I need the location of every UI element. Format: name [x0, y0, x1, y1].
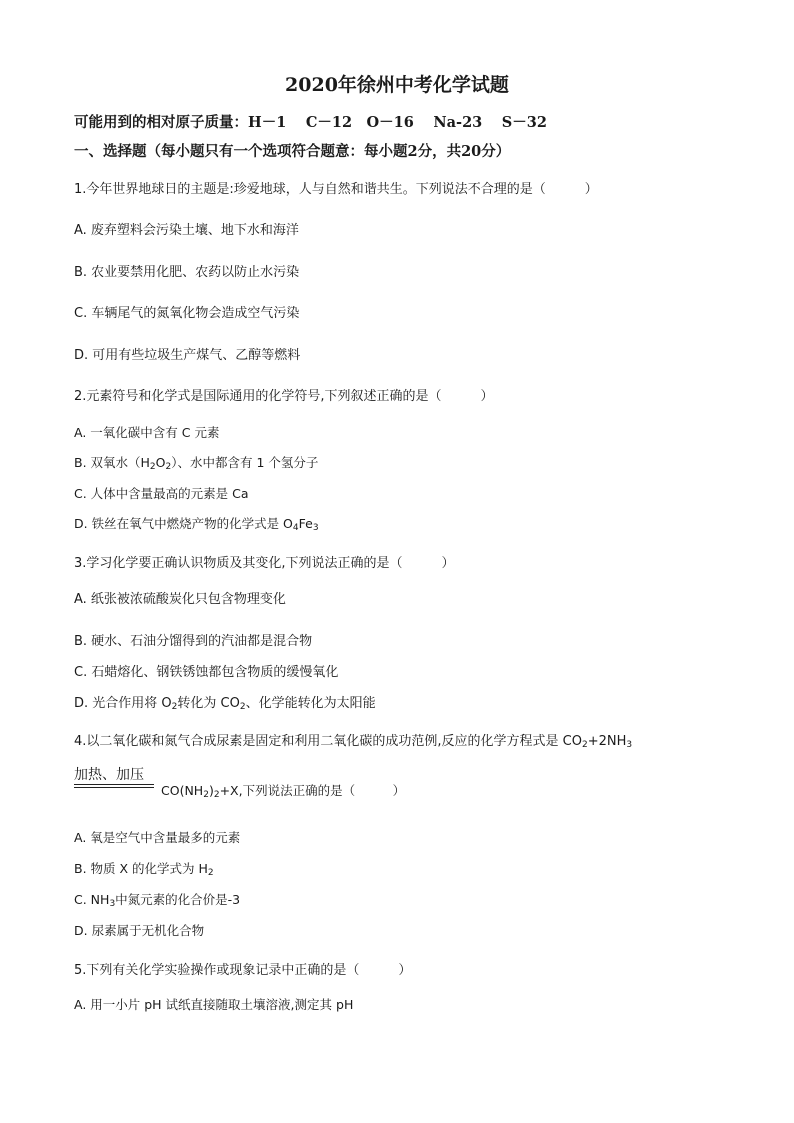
question-4-equation-products: $CO(NH_2)_2+X$,下列说法正确的是（ ） [161, 783, 406, 800]
question-2-stem: 2.元素符号和化学式是国际通用的化学符号,下列叙述正确的是（ ） [74, 389, 494, 404]
question-2-option-a: A. 一氧化碳中含有 C 元素 [74, 425, 220, 440]
question-5-option-a: A. 用一小片 pH 试纸直接随取土壤溶液,测定其 pH [74, 997, 354, 1012]
question-4-option-d: D. 尿素属于无机化合物 [74, 923, 205, 938]
question-3-option-c: C. 石蜡熔化、钢铁锈蚀都包含物质的缓慢氧化 [74, 665, 339, 680]
section-heading: 一、选择题（每小题只有一个选项符合题意：每小题2分，共20分） [74, 143, 511, 160]
equation-equals-line-bottom [74, 787, 154, 788]
question-1-option-d: D. 可用有些垃圾生产煤气、乙醇等燃料 [74, 348, 301, 363]
reaction-condition: 加热、加压 [74, 767, 144, 783]
question-3-option-b: B. 硬水、石油分馏得到的汽油都是混合物 [74, 634, 313, 649]
question-4-option-a: A. 氧是空气中含量最多的元素 [74, 830, 241, 845]
question-3-stem: 3.学习化学要正确认识物质及其变化,下列说法正确的是（ ） [74, 556, 455, 571]
question-1-option-a: A. 废弃塑料会污染土壤、地下水和海洋 [74, 223, 299, 238]
question-2-option-c: C. 人体中含量最高的元素是 Ca [74, 486, 249, 501]
equation-equals-line-top [74, 784, 154, 785]
question-4-option-c: C. $NH_3$中氮元素的化合价是-3 [74, 892, 241, 909]
question-4-option-b: B. 物质 X 的化学式为 $H_2$ [74, 861, 214, 878]
page-title: 2020年徐州中考化学试题 [285, 74, 509, 96]
question-1-option-b: B. 农业要禁用化肥、农药以防止水污染 [74, 265, 300, 280]
question-3-option-d: D. 光合作用将 $O_2$转化为 $CO_2$、化学能转化为太阳能 [74, 696, 376, 712]
question-2-option-d: D. 铁丝在氧气中燃烧产物的化学式是 $O_4Fe_3$ [74, 516, 319, 533]
question-4-stem: 4.以二氧化碳和氮气合成尿素是固定和利用二氧化碳的成功范例,反应的化学方程式是 $CO_2+2NH_3$ [74, 734, 633, 750]
question-5-stem: 5.下列有关化学实验操作或现象记录中正确的是（ ） [74, 963, 412, 978]
question-3-option-a: A. 纸张被浓硫酸炭化只包含物理变化 [74, 592, 286, 607]
question-1-stem: 1.今年世界地球日的主题是:珍爱地球，人与自然和谐共生。下列说法不合理的是（ ） [74, 182, 598, 197]
question-1-option-c: C. 车辆尾气的氮氧化物会造成空气污染 [74, 306, 300, 321]
atomic-mass-line: 可能用到的相对原子质量：H－1 C－12 O－16 Na-23 S－32 [74, 114, 547, 131]
question-2-option-b: B. 双氧水$(H_2O_2)$、水中都含有 1 个氢分子 [74, 455, 319, 472]
